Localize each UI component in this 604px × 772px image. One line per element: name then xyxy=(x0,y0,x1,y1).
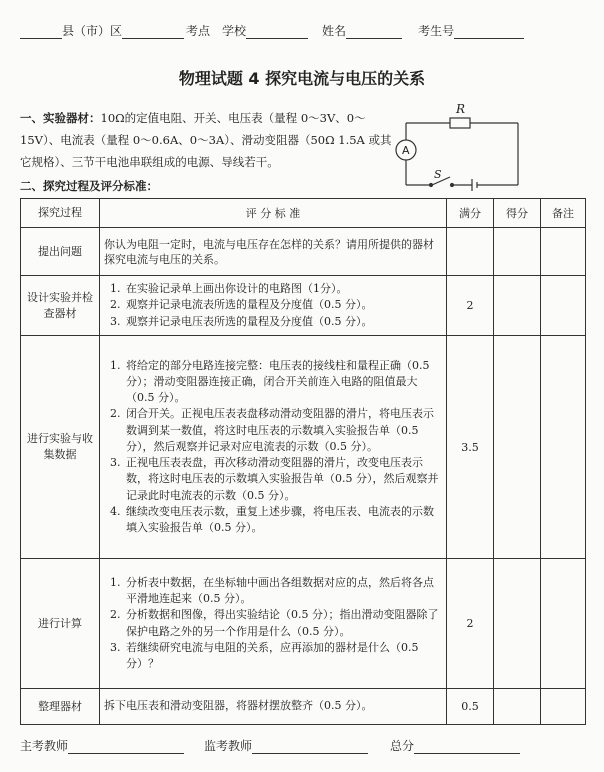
switch-label: S xyxy=(434,168,442,181)
section-heading: 二、探究过程及评分标准： xyxy=(20,179,158,193)
full-score-cell: 2 xyxy=(447,276,494,336)
remarks-cell[interactable] xyxy=(541,559,586,689)
materials-label: 一、实验器材： xyxy=(20,111,101,125)
criteria-cell xyxy=(100,559,447,689)
header-criteria: 评 分 标 准 xyxy=(100,199,447,228)
header-full-score: 满分 xyxy=(447,199,494,228)
process-cell: 进行实验与收集数据 xyxy=(21,336,100,559)
proctor-blank[interactable] xyxy=(252,741,368,754)
school-blank[interactable] xyxy=(246,26,308,39)
signature-footer xyxy=(20,737,586,754)
header-process: 探究过程 xyxy=(21,199,100,228)
criteria-cell: 拆下电压表和滑动变阻器，将器材摆放整齐（0.5 分）。 xyxy=(100,689,447,725)
full-score-cell: 0.5 xyxy=(447,689,494,725)
full-score-cell: 3.5 xyxy=(447,336,494,559)
criteria-item: 2. 分析数据和图像，得出实验结论（0.5 分）；指出滑动变阻器除了保护电路之外的另一个作用是什么（0.5 分）。 xyxy=(124,607,442,639)
exam-header xyxy=(20,22,586,39)
remarks-cell[interactable] xyxy=(541,276,586,336)
proctor-label: 监考教师 xyxy=(204,739,253,753)
exam-site-label: 考点 xyxy=(186,24,211,38)
process-cell: 进行计算 xyxy=(21,559,100,689)
criteria-item: 4. 继续改变电压表示数，重复上述步骤，将电压表、电流表的示数填入实验报告单（0.5 分）。 xyxy=(124,504,442,536)
criteria-cell: 你认为电阻一定时，电流与电压存在怎样的关系？请用所提供的器材探究电流与电压的关系。 xyxy=(100,228,447,276)
score-cell[interactable] xyxy=(494,689,541,725)
criteria-item: 3. 观察并记录电压表所选的量程及分度值（0.5 分）。 xyxy=(124,314,442,330)
county-label: 县（市）区 xyxy=(62,24,123,38)
total-label: 总分 xyxy=(390,739,415,753)
table-row xyxy=(21,689,586,725)
remarks-cell[interactable] xyxy=(541,228,586,276)
criteria-item: 2. 观察并记录电流表所选的量程及分度值（0.5 分）。 xyxy=(124,297,442,313)
process-cell: 提出问题 xyxy=(21,228,100,276)
criteria-item: 1. 在实验记录单上画出你设计的电路图（1分）。 xyxy=(124,281,442,297)
name-label: 姓名 xyxy=(322,24,347,38)
ammeter-label: A xyxy=(402,144,410,157)
criteria-item: 1. 将给定的部分电路连接完整：电压表的接线柱和量程正确（0.5 分）；滑动变阻器连接正确，闭合开关前连入电路的阻值最大（0.5 分）。 xyxy=(124,358,442,407)
score-cell[interactable] xyxy=(494,336,541,559)
table-row xyxy=(21,336,586,559)
remarks-cell[interactable] xyxy=(541,336,586,559)
header-score: 得分 xyxy=(494,199,541,228)
scoring-table xyxy=(20,198,586,725)
criteria-item: 1. 分析表中数据，在坐标轴中画出各组数据对应的点，然后将各点平滑地连起来（0.5 分）。 xyxy=(124,575,442,607)
score-cell[interactable] xyxy=(494,228,541,276)
chief-examiner-blank[interactable] xyxy=(68,741,184,754)
table-row xyxy=(21,559,586,689)
name-blank[interactable] xyxy=(346,26,402,39)
circuit-diagram xyxy=(392,100,522,192)
full-score-cell: 2 xyxy=(447,559,494,689)
full-score-cell xyxy=(447,228,494,276)
criteria-item: 2. 闭合开关。正视电压表表盘移动滑动变阻器的滑片，将电压表示数调到某一数值，将这时电压表的示数填入实验报告单（0.5 分），然后观察并记录对应电流表的示数（0.5 分）。 xyxy=(124,406,442,455)
exam-number-blank[interactable] xyxy=(454,26,524,39)
table-row xyxy=(21,228,586,276)
criteria-item: 3. 若继续研究电流与电阻的关系，应再添加的器材是什么（0.5 分）？ xyxy=(124,640,442,672)
exam-number-label: 考生号 xyxy=(418,24,455,38)
header-remarks: 备注 xyxy=(541,199,586,228)
criteria-cell xyxy=(100,276,447,336)
criteria-cell xyxy=(100,336,447,559)
table-header-row xyxy=(21,199,586,228)
process-cell: 设计实验并检查器材 xyxy=(21,276,100,336)
process-cell: 整理器材 xyxy=(21,689,100,725)
score-cell[interactable] xyxy=(494,559,541,689)
total-blank[interactable] xyxy=(414,741,520,754)
county-blank[interactable] xyxy=(20,26,62,39)
materials-text: 10Ω的定值电阻、开关、电压表（量程 0～3V、0～15V）、电流表（量程 0～0.6A、0～3A）、滑动变阻器（50Ω 1.5A 或其它规格）、三节干电池串联组成的电源、导线若干。 xyxy=(20,111,392,169)
materials-paragraph xyxy=(20,107,398,173)
criteria-item: 3. 正视电压表表盘，再次移动滑动变阻器的滑片，改变电压表示数，将这时电压表的示数填入实验报告单（0.5 分），然后观察并记录此时电流表的示数（0.5 分）。 xyxy=(124,455,442,504)
page-title: 物理试题 4 探究电流与电压的关系 xyxy=(178,69,426,88)
school-label: 学校 xyxy=(222,24,247,38)
resistor-label: R xyxy=(456,102,466,116)
exam-site-blank[interactable] xyxy=(122,26,184,39)
remarks-cell[interactable] xyxy=(541,689,586,725)
score-cell[interactable] xyxy=(494,276,541,336)
table-row xyxy=(21,276,586,336)
chief-examiner-label: 主考教师 xyxy=(20,739,69,753)
